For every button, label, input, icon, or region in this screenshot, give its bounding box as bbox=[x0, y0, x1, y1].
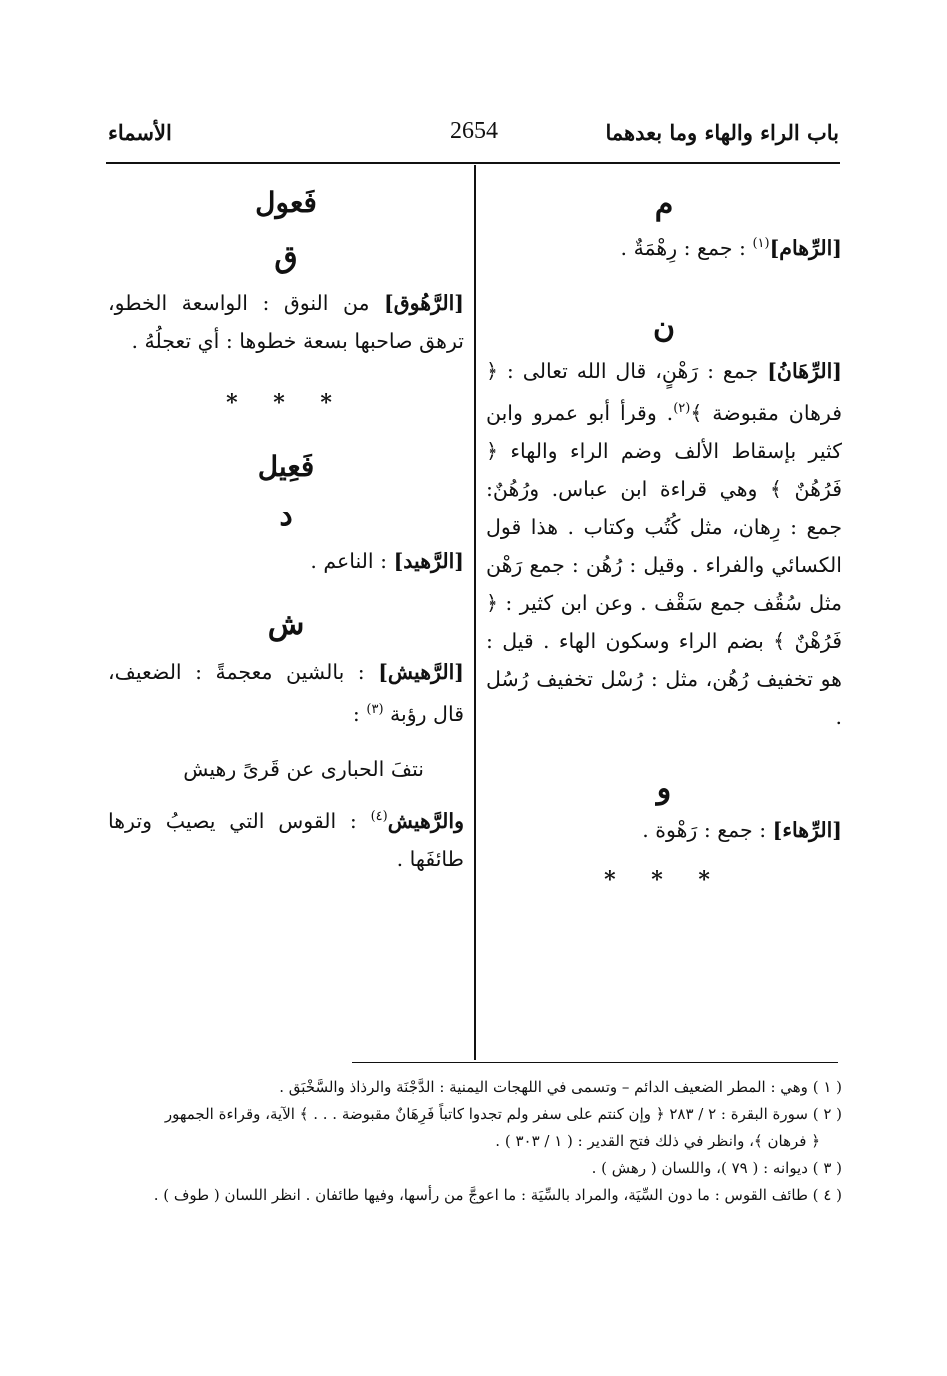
section-divider-stars: * * * bbox=[604, 866, 724, 893]
headword: [الرَّهيد] bbox=[393, 548, 464, 573]
footnote-4: ( ٤ ) طائف القوس : ما دون السِّيَة، والمراد بالسِّيَة : ما اعوجَّ من رأسها، وفيها طائفان . انظر اللسان ( طوف ) . bbox=[153, 1186, 842, 1204]
entry-rihan bbox=[486, 352, 842, 736]
headword: [الرَّهيش] bbox=[378, 659, 464, 684]
pattern-heading-fauul: فَعول bbox=[255, 186, 317, 219]
colon: : bbox=[352, 701, 360, 726]
headword: [الرَّهُوق] bbox=[384, 290, 464, 315]
definition: : القوس التي يصيبُ وترها طائفَها . bbox=[108, 809, 464, 872]
footnote-ref: (٢) bbox=[673, 400, 691, 416]
definition-continued: . وقرأ أبو عمرو وابن كثير بإسقاط الألف وضم الراء والهاء ﴿ فَرُهُنٌ ﴾ وهي قراءة ابن عباس. ورُهُنٌ: جمع : رِهان، مثل كُتُب وكتاب . هذا قول الكسائي والفراء . وقيل : رُهُن : جمع رَهْن مثل سُقُف جمع سَقْف . وعن ابن كثير : ﴿ فَرُهْنٌ ﴾ بضم الراء وسكون الهاء . قيل : هو تخفيف رُهُن، مثل : رُسْل تخفيف رُسُل . bbox=[486, 400, 842, 729]
poetry-verse: نتفَ الحبارى عن قَرىً رهيش bbox=[183, 757, 424, 782]
footnote-2-continued: ﴿ فرهان ﴾، وانظر في ذلك فتح القدير : ( ١ / ٣٠٣ ) . bbox=[495, 1132, 820, 1150]
entry-riha bbox=[486, 811, 842, 849]
headword: والرَّهيش bbox=[387, 809, 464, 834]
footnote-ref: (١) bbox=[752, 236, 770, 251]
definition: : جمع : رَهْوة . bbox=[642, 817, 767, 842]
headword: [الرِّهاء] bbox=[772, 817, 842, 842]
definition: جمع : رَهْنٍ، قال الله تعالى : ﴿ فرهان مقبوضة ﴾ bbox=[486, 358, 842, 425]
section-title: الأسماء bbox=[108, 120, 172, 145]
entry-ruham bbox=[486, 225, 842, 267]
footnotes bbox=[108, 1074, 842, 1209]
pattern-heading-fail: فَعِيل bbox=[257, 449, 315, 483]
letter-heading-waw: و bbox=[656, 770, 672, 806]
entry-rahuq bbox=[108, 284, 464, 360]
entry-rahid bbox=[108, 542, 464, 580]
right-column bbox=[486, 188, 842, 893]
footnote-rule bbox=[352, 1062, 838, 1063]
chapter-title: باب الراء والهاء وما بعدهما bbox=[605, 120, 839, 145]
footnote-1: ( ١ ) وهي : المطر الضعيف الدائم – وتسمى في اللهجات اليمنية : الدَّجْنَة والرذاذ والسَّخْبَق . bbox=[279, 1078, 842, 1096]
left-column bbox=[108, 188, 464, 878]
letter-heading-shin: ش bbox=[267, 606, 305, 642]
definition: من النوق : الواسعة الخطو، ترهق صاحبها بسعة خطوها : أي تعجلُهُ . bbox=[108, 290, 464, 353]
footnote-2: ( ٢ ) سورة البقرة : ٢ / ٢٨٣ ﴿ وإن كنتم على سفر ولم تجدوا كاتباً فَرِهَانٌ مقبوضة . . . ﴾ الآية، وقراءة الجمهور bbox=[164, 1105, 842, 1123]
headword: [الرِّهام] bbox=[769, 235, 842, 260]
definition: : الناعم . bbox=[310, 548, 388, 573]
definition: : بالشين معجمةً : الضعيف، قال رؤبة bbox=[108, 659, 464, 726]
column-divider bbox=[474, 165, 476, 1060]
footnote-3: ( ٣ ) ديوانه : ( ٧٩ )، واللسان ( رهش ) . bbox=[591, 1159, 842, 1177]
letter-heading-qaf: ق bbox=[274, 239, 298, 275]
footnote-ref: (٤) bbox=[370, 809, 388, 825]
headword: [الرِّهَانُ] bbox=[767, 358, 842, 383]
letter-heading-meem: م bbox=[654, 187, 674, 222]
entry-rahish bbox=[108, 653, 464, 733]
section-divider-stars: * * * bbox=[226, 389, 346, 416]
definition: : جمع : رِهْمَةٌ . bbox=[620, 235, 746, 260]
letter-heading-noon: ن bbox=[652, 309, 676, 345]
header-rule bbox=[106, 162, 840, 164]
page-number: 2654 bbox=[450, 118, 498, 144]
footnote-ref: (٣) bbox=[366, 701, 384, 717]
letter-heading-dal: د bbox=[279, 497, 293, 533]
entry-rahish-bow bbox=[108, 798, 464, 878]
